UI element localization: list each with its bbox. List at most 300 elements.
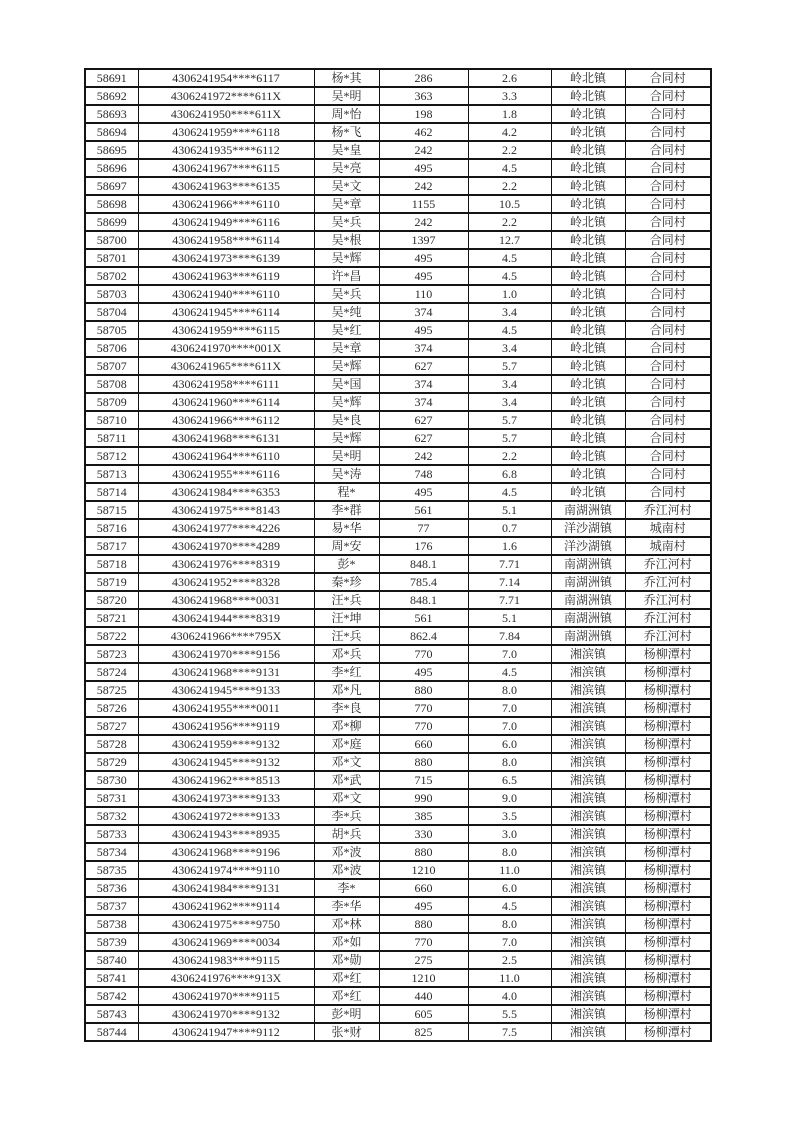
table-cell-town: 南湖洲镇 bbox=[551, 573, 625, 591]
table-cell-village: 合同村 bbox=[625, 87, 711, 105]
table-cell-seq: 58736 bbox=[85, 879, 138, 897]
table-row bbox=[85, 627, 711, 645]
table-cell-village: 合同村 bbox=[625, 213, 711, 231]
table-cell-village: 合同村 bbox=[625, 375, 711, 393]
table-cell-amount: 660 bbox=[379, 879, 468, 897]
table-cell-id_masked: 4306241955****0011 bbox=[138, 699, 314, 717]
table-cell-name_masked: 邓*波 bbox=[314, 843, 379, 861]
table-cell-seq: 58706 bbox=[85, 339, 138, 357]
table-cell-name_masked: 吴*亮 bbox=[314, 159, 379, 177]
table-cell-town: 湘滨镇 bbox=[551, 951, 625, 969]
table-cell-town: 岭北镇 bbox=[551, 213, 625, 231]
table-cell-name_masked: 邓*红 bbox=[314, 987, 379, 1005]
table-cell-village: 杨柳潭村 bbox=[625, 843, 711, 861]
table-cell-seq: 58699 bbox=[85, 213, 138, 231]
table-row bbox=[85, 105, 711, 123]
table-cell-seq: 58731 bbox=[85, 789, 138, 807]
table-cell-town: 岭北镇 bbox=[551, 69, 625, 87]
table-cell-rate: 4.2 bbox=[468, 123, 551, 141]
table-cell-id_masked: 4306241954****6117 bbox=[138, 69, 314, 87]
table-cell-name_masked: 汪*兵 bbox=[314, 591, 379, 609]
table-cell-village: 杨柳潭村 bbox=[625, 879, 711, 897]
table-cell-town: 南湖洲镇 bbox=[551, 591, 625, 609]
table-cell-amount: 286 bbox=[379, 69, 468, 87]
table-cell-amount: 495 bbox=[379, 897, 468, 915]
table-cell-town: 岭北镇 bbox=[551, 429, 625, 447]
table-row bbox=[85, 501, 711, 519]
table-cell-village: 合同村 bbox=[625, 231, 711, 249]
table-cell-id_masked: 4306241969****0034 bbox=[138, 933, 314, 951]
table-cell-rate: 1.8 bbox=[468, 105, 551, 123]
table-cell-name_masked: 邓*波 bbox=[314, 861, 379, 879]
table-cell-village: 杨柳潭村 bbox=[625, 825, 711, 843]
table-cell-amount: 825 bbox=[379, 1023, 468, 1041]
table-cell-seq: 58704 bbox=[85, 303, 138, 321]
table-cell-village: 杨柳潭村 bbox=[625, 1023, 711, 1041]
table-cell-rate: 6.0 bbox=[468, 879, 551, 897]
table-row bbox=[85, 267, 711, 285]
table-cell-rate: 4.5 bbox=[468, 663, 551, 681]
table-cell-rate: 2.6 bbox=[468, 69, 551, 87]
table-cell-rate: 1.6 bbox=[468, 537, 551, 555]
table-cell-id_masked: 4306241970****9115 bbox=[138, 987, 314, 1005]
table-cell-seq: 58725 bbox=[85, 681, 138, 699]
table-cell-amount: 880 bbox=[379, 681, 468, 699]
table-cell-village: 乔江河村 bbox=[625, 573, 711, 591]
table-cell-name_masked: 汪*兵 bbox=[314, 627, 379, 645]
table-cell-town: 湘滨镇 bbox=[551, 987, 625, 1005]
table-cell-amount: 880 bbox=[379, 753, 468, 771]
table-cell-town: 岭北镇 bbox=[551, 393, 625, 411]
table-cell-town: 湘滨镇 bbox=[551, 897, 625, 915]
table-row bbox=[85, 951, 711, 969]
table-cell-rate: 4.5 bbox=[468, 483, 551, 501]
table-cell-seq: 58726 bbox=[85, 699, 138, 717]
table-cell-amount: 495 bbox=[379, 483, 468, 501]
table-cell-seq: 58713 bbox=[85, 465, 138, 483]
table-row bbox=[85, 321, 711, 339]
table-cell-name_masked: 吴*国 bbox=[314, 375, 379, 393]
table-cell-rate: 5.7 bbox=[468, 429, 551, 447]
table-cell-amount: 627 bbox=[379, 357, 468, 375]
table-cell-town: 湘滨镇 bbox=[551, 915, 625, 933]
table-cell-town: 洋沙湖镇 bbox=[551, 537, 625, 555]
table-cell-seq: 58716 bbox=[85, 519, 138, 537]
table-cell-town: 岭北镇 bbox=[551, 159, 625, 177]
table-cell-village: 杨柳潭村 bbox=[625, 681, 711, 699]
table-cell-rate: 11.0 bbox=[468, 969, 551, 987]
table-cell-id_masked: 4306241970****4289 bbox=[138, 537, 314, 555]
table-cell-id_masked: 4306241968****0031 bbox=[138, 591, 314, 609]
table-cell-amount: 110 bbox=[379, 285, 468, 303]
table-cell-seq: 58695 bbox=[85, 141, 138, 159]
table-cell-rate: 7.0 bbox=[468, 699, 551, 717]
table-row bbox=[85, 681, 711, 699]
table-cell-village: 合同村 bbox=[625, 357, 711, 375]
table-cell-rate: 2.2 bbox=[468, 141, 551, 159]
table-cell-village: 乔江河村 bbox=[625, 627, 711, 645]
table-cell-amount: 880 bbox=[379, 915, 468, 933]
table-cell-town: 湘滨镇 bbox=[551, 807, 625, 825]
table-cell-town: 岭北镇 bbox=[551, 465, 625, 483]
table-cell-amount: 1210 bbox=[379, 861, 468, 879]
table-cell-village: 杨柳潭村 bbox=[625, 771, 711, 789]
table-cell-seq: 58710 bbox=[85, 411, 138, 429]
table-cell-rate: 5.7 bbox=[468, 357, 551, 375]
table-row bbox=[85, 447, 711, 465]
table-cell-name_masked: 彭* bbox=[314, 555, 379, 573]
table-cell-town: 岭北镇 bbox=[551, 267, 625, 285]
table-cell-village: 合同村 bbox=[625, 447, 711, 465]
table-cell-name_masked: 易*华 bbox=[314, 519, 379, 537]
table-cell-id_masked: 4306241940****6110 bbox=[138, 285, 314, 303]
table-cell-name_masked: 吴*辉 bbox=[314, 249, 379, 267]
table-cell-name_masked: 邓*武 bbox=[314, 771, 379, 789]
table-cell-town: 岭北镇 bbox=[551, 87, 625, 105]
table-row bbox=[85, 771, 711, 789]
table-cell-seq: 58734 bbox=[85, 843, 138, 861]
table-cell-town: 湘滨镇 bbox=[551, 825, 625, 843]
table-cell-village: 杨柳潭村 bbox=[625, 915, 711, 933]
table-row bbox=[85, 933, 711, 951]
table-cell-rate: 12.7 bbox=[468, 231, 551, 249]
table-cell-rate: 3.4 bbox=[468, 393, 551, 411]
table-row bbox=[85, 411, 711, 429]
table-cell-town: 湘滨镇 bbox=[551, 663, 625, 681]
table-cell-id_masked: 4306241963****6135 bbox=[138, 177, 314, 195]
table-cell-name_masked: 吴*明 bbox=[314, 87, 379, 105]
table-cell-village: 合同村 bbox=[625, 411, 711, 429]
table-cell-amount: 462 bbox=[379, 123, 468, 141]
table-cell-seq: 58698 bbox=[85, 195, 138, 213]
table-cell-seq: 58729 bbox=[85, 753, 138, 771]
table-cell-name_masked: 吴*皇 bbox=[314, 141, 379, 159]
table-cell-rate: 7.84 bbox=[468, 627, 551, 645]
table-cell-id_masked: 4306241974****9110 bbox=[138, 861, 314, 879]
table-row bbox=[85, 393, 711, 411]
table-cell-town: 湘滨镇 bbox=[551, 681, 625, 699]
table-cell-amount: 242 bbox=[379, 141, 468, 159]
table-cell-seq: 58738 bbox=[85, 915, 138, 933]
table-row bbox=[85, 375, 711, 393]
table-cell-amount: 495 bbox=[379, 249, 468, 267]
table-cell-seq: 58700 bbox=[85, 231, 138, 249]
table-cell-village: 杨柳潭村 bbox=[625, 717, 711, 735]
table-cell-town: 南湖洲镇 bbox=[551, 609, 625, 627]
table-cell-town: 湘滨镇 bbox=[551, 789, 625, 807]
table-cell-town: 湘滨镇 bbox=[551, 735, 625, 753]
table-cell-village: 合同村 bbox=[625, 177, 711, 195]
table-cell-village: 合同村 bbox=[625, 195, 711, 213]
table-cell-village: 杨柳潭村 bbox=[625, 807, 711, 825]
table-cell-seq: 58720 bbox=[85, 591, 138, 609]
table-cell-amount: 275 bbox=[379, 951, 468, 969]
table-row bbox=[85, 663, 711, 681]
table-cell-village: 合同村 bbox=[625, 141, 711, 159]
table-cell-town: 岭北镇 bbox=[551, 483, 625, 501]
table-cell-id_masked: 4306241945****6114 bbox=[138, 303, 314, 321]
table-cell-seq: 58707 bbox=[85, 357, 138, 375]
table-cell-town: 湘滨镇 bbox=[551, 843, 625, 861]
table-row bbox=[85, 213, 711, 231]
table-cell-seq: 58712 bbox=[85, 447, 138, 465]
table-cell-town: 岭北镇 bbox=[551, 411, 625, 429]
table-cell-amount: 561 bbox=[379, 609, 468, 627]
table-cell-seq: 58743 bbox=[85, 1005, 138, 1023]
table-cell-name_masked: 吴*兵 bbox=[314, 285, 379, 303]
table-cell-id_masked: 4306241976****8319 bbox=[138, 555, 314, 573]
table-cell-seq: 58724 bbox=[85, 663, 138, 681]
table-row bbox=[85, 699, 711, 717]
table-cell-id_masked: 4306241959****6115 bbox=[138, 321, 314, 339]
table-cell-amount: 374 bbox=[379, 393, 468, 411]
table-cell-rate: 6.8 bbox=[468, 465, 551, 483]
table-row bbox=[85, 249, 711, 267]
table-row bbox=[85, 879, 711, 897]
table-cell-amount: 374 bbox=[379, 375, 468, 393]
table-cell-id_masked: 4306241967****6115 bbox=[138, 159, 314, 177]
table-cell-village: 杨柳潭村 bbox=[625, 897, 711, 915]
table-cell-town: 湘滨镇 bbox=[551, 879, 625, 897]
table-cell-village: 杨柳潭村 bbox=[625, 969, 711, 987]
table-cell-seq: 58740 bbox=[85, 951, 138, 969]
table-cell-village: 合同村 bbox=[625, 393, 711, 411]
table-cell-seq: 58703 bbox=[85, 285, 138, 303]
table-cell-rate: 2.2 bbox=[468, 213, 551, 231]
table-row bbox=[85, 339, 711, 357]
table-cell-amount: 1210 bbox=[379, 969, 468, 987]
table-cell-town: 岭北镇 bbox=[551, 285, 625, 303]
table-cell-village: 城南村 bbox=[625, 537, 711, 555]
table-cell-amount: 242 bbox=[379, 213, 468, 231]
table-row bbox=[85, 753, 711, 771]
table-cell-name_masked: 吴*辉 bbox=[314, 429, 379, 447]
table-cell-id_masked: 4306241944****8319 bbox=[138, 609, 314, 627]
table-cell-name_masked: 周*怡 bbox=[314, 105, 379, 123]
table-cell-name_masked: 邓*红 bbox=[314, 969, 379, 987]
table-cell-amount: 605 bbox=[379, 1005, 468, 1023]
table-cell-seq: 58702 bbox=[85, 267, 138, 285]
table-cell-rate: 7.71 bbox=[468, 555, 551, 573]
table-cell-amount: 627 bbox=[379, 411, 468, 429]
table-cell-village: 杨柳潭村 bbox=[625, 735, 711, 753]
table-cell-rate: 8.0 bbox=[468, 843, 551, 861]
table-cell-village: 合同村 bbox=[625, 69, 711, 87]
table-cell-seq: 58742 bbox=[85, 987, 138, 1005]
table-cell-seq: 58691 bbox=[85, 69, 138, 87]
table-cell-seq: 58722 bbox=[85, 627, 138, 645]
table-cell-village: 杨柳潭村 bbox=[625, 663, 711, 681]
table-cell-village: 城南村 bbox=[625, 519, 711, 537]
table-cell-name_masked: 吴*根 bbox=[314, 231, 379, 249]
table-cell-town: 岭北镇 bbox=[551, 321, 625, 339]
table-cell-town: 湘滨镇 bbox=[551, 933, 625, 951]
table-cell-amount: 495 bbox=[379, 267, 468, 285]
table-cell-name_masked: 许*昌 bbox=[314, 267, 379, 285]
table-cell-rate: 8.0 bbox=[468, 915, 551, 933]
table-row bbox=[85, 807, 711, 825]
table-cell-id_masked: 4306241975****9750 bbox=[138, 915, 314, 933]
table-cell-seq: 58697 bbox=[85, 177, 138, 195]
table-cell-town: 湘滨镇 bbox=[551, 753, 625, 771]
table-cell-rate: 7.0 bbox=[468, 645, 551, 663]
table-cell-village: 合同村 bbox=[625, 321, 711, 339]
table-cell-town: 湘滨镇 bbox=[551, 1023, 625, 1041]
table-row bbox=[85, 717, 711, 735]
table-cell-town: 岭北镇 bbox=[551, 339, 625, 357]
table-cell-amount: 1155 bbox=[379, 195, 468, 213]
table-cell-rate: 4.5 bbox=[468, 897, 551, 915]
table-cell-town: 湘滨镇 bbox=[551, 1005, 625, 1023]
table-cell-name_masked: 邓*文 bbox=[314, 789, 379, 807]
table-cell-rate: 5.5 bbox=[468, 1005, 551, 1023]
table-cell-name_masked: 邓*如 bbox=[314, 933, 379, 951]
table-cell-id_masked: 4306241968****9131 bbox=[138, 663, 314, 681]
table-cell-seq: 58711 bbox=[85, 429, 138, 447]
table-cell-id_masked: 4306241970****9156 bbox=[138, 645, 314, 663]
table-cell-id_masked: 4306241955****6116 bbox=[138, 465, 314, 483]
table-cell-rate: 3.4 bbox=[468, 339, 551, 357]
table-cell-rate: 5.1 bbox=[468, 501, 551, 519]
table-cell-amount: 770 bbox=[379, 933, 468, 951]
table-cell-name_masked: 邓*勋 bbox=[314, 951, 379, 969]
table-cell-id_masked: 4306241950****611X bbox=[138, 105, 314, 123]
table-cell-name_masked: 李* bbox=[314, 879, 379, 897]
table-cell-seq: 58732 bbox=[85, 807, 138, 825]
table-cell-village: 杨柳潭村 bbox=[625, 861, 711, 879]
table-cell-name_masked: 李*华 bbox=[314, 897, 379, 915]
records-table-body bbox=[85, 69, 711, 1041]
table-cell-village: 合同村 bbox=[625, 285, 711, 303]
table-cell-name_masked: 秦*珍 bbox=[314, 573, 379, 591]
table-cell-village: 合同村 bbox=[625, 303, 711, 321]
table-cell-id_masked: 4306241972****9133 bbox=[138, 807, 314, 825]
table-row bbox=[85, 645, 711, 663]
table-cell-village: 合同村 bbox=[625, 483, 711, 501]
table-row bbox=[85, 609, 711, 627]
table-cell-id_masked: 4306241983****9115 bbox=[138, 951, 314, 969]
table-row bbox=[85, 897, 711, 915]
table-cell-amount: 770 bbox=[379, 645, 468, 663]
table-cell-id_masked: 4306241958****6111 bbox=[138, 375, 314, 393]
table-cell-seq: 58741 bbox=[85, 969, 138, 987]
table-cell-town: 岭北镇 bbox=[551, 357, 625, 375]
table-cell-id_masked: 4306241962****9114 bbox=[138, 897, 314, 915]
table-cell-rate: 6.5 bbox=[468, 771, 551, 789]
table-cell-id_masked: 4306241959****6118 bbox=[138, 123, 314, 141]
table-cell-town: 岭北镇 bbox=[551, 447, 625, 465]
table-cell-amount: 385 bbox=[379, 807, 468, 825]
table-cell-amount: 561 bbox=[379, 501, 468, 519]
table-cell-id_masked: 4306241959****9132 bbox=[138, 735, 314, 753]
table-cell-amount: 77 bbox=[379, 519, 468, 537]
table-cell-town: 岭北镇 bbox=[551, 141, 625, 159]
table-cell-id_masked: 4306241962****8513 bbox=[138, 771, 314, 789]
table-cell-seq: 58733 bbox=[85, 825, 138, 843]
table-cell-name_masked: 程* bbox=[314, 483, 379, 501]
table-row bbox=[85, 429, 711, 447]
table-row bbox=[85, 987, 711, 1005]
table-cell-id_masked: 4306241972****611X bbox=[138, 87, 314, 105]
table-row bbox=[85, 861, 711, 879]
table-cell-town: 湘滨镇 bbox=[551, 699, 625, 717]
table-cell-name_masked: 李*红 bbox=[314, 663, 379, 681]
table-row bbox=[85, 1023, 711, 1041]
table-row bbox=[85, 177, 711, 195]
table-cell-seq: 58728 bbox=[85, 735, 138, 753]
table-cell-name_masked: 邓*凡 bbox=[314, 681, 379, 699]
table-cell-rate: 4.0 bbox=[468, 987, 551, 1005]
table-cell-village: 合同村 bbox=[625, 123, 711, 141]
table-cell-amount: 715 bbox=[379, 771, 468, 789]
table-cell-id_masked: 4306241958****6114 bbox=[138, 231, 314, 249]
table-cell-seq: 58737 bbox=[85, 897, 138, 915]
table-cell-name_masked: 张*财 bbox=[314, 1023, 379, 1041]
table-cell-town: 南湖洲镇 bbox=[551, 501, 625, 519]
table-row bbox=[85, 483, 711, 501]
table-cell-town: 岭北镇 bbox=[551, 177, 625, 195]
table-cell-name_masked: 邓*兵 bbox=[314, 645, 379, 663]
table-cell-amount: 495 bbox=[379, 663, 468, 681]
table-cell-name_masked: 邓*林 bbox=[314, 915, 379, 933]
table-cell-rate: 6.0 bbox=[468, 735, 551, 753]
table-cell-seq: 58727 bbox=[85, 717, 138, 735]
table-row bbox=[85, 519, 711, 537]
table-cell-town: 洋沙湖镇 bbox=[551, 519, 625, 537]
table-row bbox=[85, 465, 711, 483]
table-cell-name_masked: 吴*文 bbox=[314, 177, 379, 195]
table-cell-name_masked: 吴*涛 bbox=[314, 465, 379, 483]
table-cell-amount: 176 bbox=[379, 537, 468, 555]
table-cell-rate: 7.71 bbox=[468, 591, 551, 609]
table-cell-village: 合同村 bbox=[625, 429, 711, 447]
table-cell-amount: 242 bbox=[379, 447, 468, 465]
table-cell-town: 岭北镇 bbox=[551, 105, 625, 123]
table-cell-amount: 363 bbox=[379, 87, 468, 105]
table-cell-name_masked: 吴*纯 bbox=[314, 303, 379, 321]
table-row bbox=[85, 1005, 711, 1023]
table-cell-town: 岭北镇 bbox=[551, 195, 625, 213]
table-cell-village: 杨柳潭村 bbox=[625, 699, 711, 717]
table-cell-village: 合同村 bbox=[625, 159, 711, 177]
table-cell-town: 岭北镇 bbox=[551, 375, 625, 393]
table-cell-id_masked: 4306241964****6110 bbox=[138, 447, 314, 465]
table-cell-rate: 0.7 bbox=[468, 519, 551, 537]
table-cell-rate: 7.0 bbox=[468, 933, 551, 951]
table-cell-rate: 11.0 bbox=[468, 861, 551, 879]
table-cell-amount: 495 bbox=[379, 159, 468, 177]
table-cell-id_masked: 4306241935****6112 bbox=[138, 141, 314, 159]
table-cell-name_masked: 汪*坤 bbox=[314, 609, 379, 627]
table-cell-amount: 862.4 bbox=[379, 627, 468, 645]
table-cell-name_masked: 杨*飞 bbox=[314, 123, 379, 141]
table-cell-village: 合同村 bbox=[625, 267, 711, 285]
table-cell-id_masked: 4306241975****8143 bbox=[138, 501, 314, 519]
table-cell-id_masked: 4306241968****9196 bbox=[138, 843, 314, 861]
table-cell-id_masked: 4306241973****6139 bbox=[138, 249, 314, 267]
table-row bbox=[85, 303, 711, 321]
table-cell-id_masked: 4306241984****9131 bbox=[138, 879, 314, 897]
table-cell-town: 湘滨镇 bbox=[551, 771, 625, 789]
table-cell-village: 杨柳潭村 bbox=[625, 987, 711, 1005]
table-row bbox=[85, 573, 711, 591]
table-cell-village: 杨柳潭村 bbox=[625, 645, 711, 663]
table-cell-village: 杨柳潭村 bbox=[625, 1005, 711, 1023]
table-cell-amount: 198 bbox=[379, 105, 468, 123]
table-cell-name_masked: 李*群 bbox=[314, 501, 379, 519]
table-cell-id_masked: 4306241947****9112 bbox=[138, 1023, 314, 1041]
table-cell-id_masked: 4306241965****611X bbox=[138, 357, 314, 375]
